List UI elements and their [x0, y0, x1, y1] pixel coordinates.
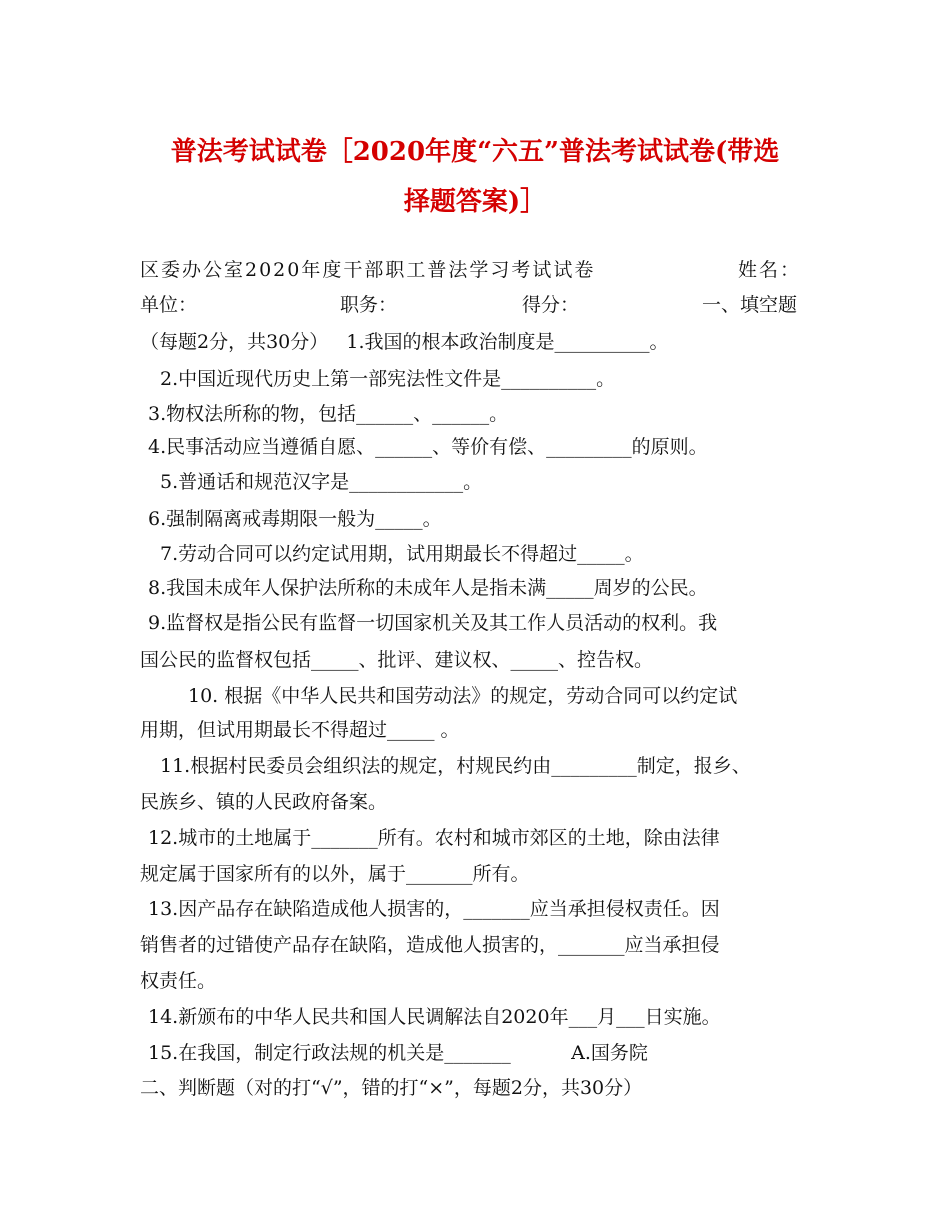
position-label: 职务：	[340, 294, 398, 316]
question-line: 国公民的监督权包括_____、批评、建议权、_____、控告权。	[140, 649, 654, 671]
document-title-line-1: 普法考试试卷［2020年度“六五”普法考试试卷(带选	[170, 137, 780, 167]
unit-label: 单位：	[140, 294, 198, 316]
question-line: 9.监督权是指公民有监督一切国家机关及其工作人员活动的权利。我	[148, 612, 718, 634]
question-line: 14.新颁布的中华人民共和国人民调解法自2020年___月___日实施。	[148, 1006, 721, 1028]
question-line: 8.我国未成年人保护法所称的未成年人是指未满_____周岁的公民。	[148, 577, 708, 599]
question-line: 13.因产品存在缺陷造成他人损害的，_______应当承担侵权责任。因	[148, 898, 720, 920]
question-line: 用期，但试用期最长不得超过_____ 。	[140, 719, 460, 741]
question-line: 10. 根据《中华人民共和国劳动法》的规定，劳动合同可以约定试	[188, 685, 738, 707]
question-line: 7.劳动合同可以约定试用期，试用期最长不得超过_____。	[160, 543, 644, 565]
question-line: 3.物权法所称的物，包括______、______。	[148, 403, 509, 425]
question-line: 销售者的过错使产品存在缺陷，造成他人损害的，_______应当承担侵	[140, 934, 720, 956]
name-label: 姓名：	[738, 259, 802, 281]
question-line: 规定属于国家所有的以外，属于_______所有。	[140, 863, 530, 885]
score-label: 得分：	[522, 294, 580, 316]
question-line: 2.中国近现代历史上第一部宪法性文件是__________。	[160, 368, 616, 390]
section-2-title: 二、判断题（对的打“√”，错的打“×”，每题2分，共30分）	[140, 1077, 643, 1099]
question-line: 权责任。	[140, 970, 217, 992]
question-line: 11.根据村民委员会组织法的规定，村规民约由_________制定，报乡、	[160, 755, 751, 777]
question-line: 15.在我国，制定行政法规的机关是_______ A.国务院	[148, 1042, 648, 1064]
question-line: 5.普通话和规范汉字是____________。	[160, 471, 483, 493]
document-title-line-2: 择题答案)］	[403, 187, 547, 217]
question-line: （每题2分，共30分） 1.我国的根本政治制度是__________。	[140, 331, 669, 353]
exam-heading: 区委办公室2020年度干部职工普法学习考试试卷	[140, 259, 596, 281]
question-line: 6.强制隔离戒毒期限一般为_____。	[148, 508, 442, 530]
question-line: 12.城市的土地属于_______所有。农村和城市郊区的土地，除由法律	[148, 827, 720, 849]
question-line: 4.民事活动应当遵循自愿、______、等价有偿、_________的原则。	[148, 436, 708, 458]
section-1-title: 一、填空题	[702, 294, 798, 316]
question-line: 民族乡、镇的人民政府备案。	[140, 791, 388, 813]
